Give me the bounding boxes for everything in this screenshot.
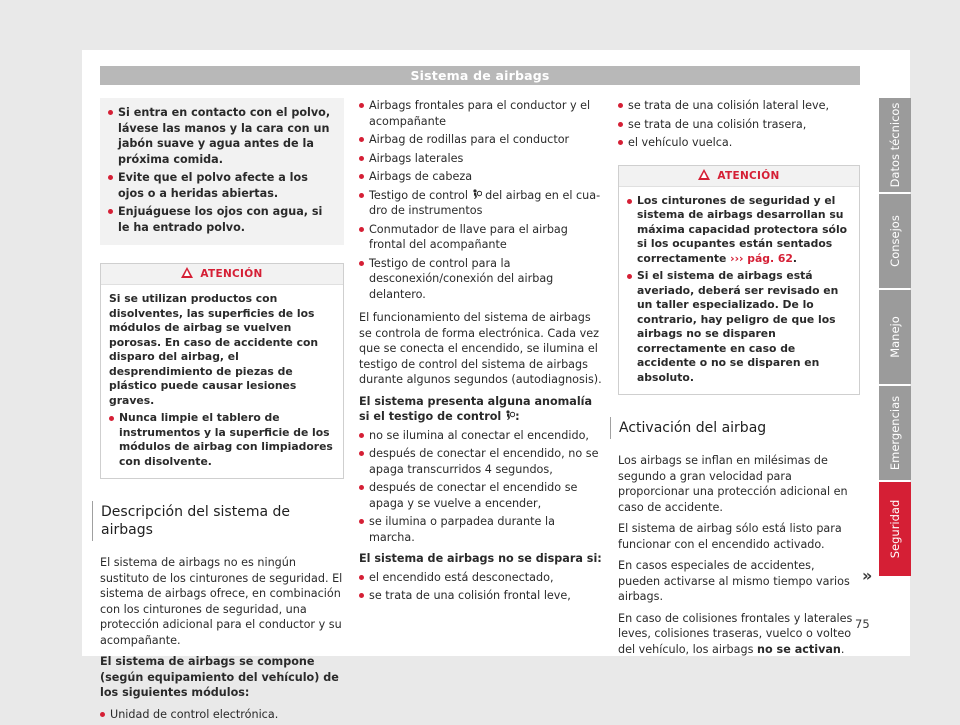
- list-item: Testigo de control para la desconexión/conexión del airbag delantero.: [359, 256, 602, 303]
- list-item: se trata de una colisión lateral leve,: [618, 98, 860, 114]
- warning-triangle-icon: [181, 267, 193, 278]
- tab-emergencias[interactable]: [879, 386, 911, 480]
- page-number: 75: [855, 617, 870, 631]
- list-item: Airbags laterales: [359, 151, 602, 167]
- list-item: Conmutador de llave para el airbag frontal del acompañante: [359, 222, 602, 253]
- section-title-descripcion: Descripción del sistema de airbags: [92, 501, 344, 541]
- warning-body: [101, 285, 343, 478]
- anomaly-colon: :: [515, 410, 520, 423]
- warning-paragraph: Si se utilizan productos con disolventes, las superficies de los módulos de airbag se vuelven porosas. En caso de accidente con disparo del airbag, el desprendimiento de piezas de plástico puede causar lesiones graves.: [109, 292, 319, 407]
- warning-header: [619, 166, 859, 187]
- continue-arrow-icon: »: [862, 566, 873, 585]
- section-title-activacion: Activación del airbag: [610, 417, 860, 439]
- list-item: después de conectar el encendido, no se apaga transcurridos 4 segundos,: [359, 446, 602, 477]
- list-item: el encendido está desconectado,: [359, 570, 602, 586]
- warning-bullet-text: Los cinturones de seguridad y el sistema de airbags desarrollan su máxima capacidad protectora sólo si los ocupantes están sentados correctamente: [637, 193, 848, 265]
- warning-bullet-end: .: [792, 251, 798, 265]
- list-item: después de conectar el encendido se apaga y se vuelve a encender,: [359, 480, 602, 511]
- warning-triangle-icon: [698, 169, 710, 180]
- column-left: [100, 98, 344, 725]
- tab-label: Emergencias: [888, 395, 902, 471]
- warning-body: [619, 187, 859, 395]
- testigo-post-text: del airbag en el cuadro de instrumentos: [369, 188, 601, 217]
- page-reference-link[interactable]: ››› pág. 62: [730, 251, 793, 265]
- column-right: [618, 98, 860, 663]
- tab-label: Consejos: [888, 215, 902, 267]
- chapter-tabs: [879, 98, 911, 578]
- list-item: se trata de una colisión trasera,: [618, 117, 860, 133]
- para4-text: En caso de colisiones frontales y laterales leves, colisiones traseras, vuelco o volteo del vehículo, los airbags: [618, 611, 853, 656]
- list-item: el vehículo vuelca.: [618, 135, 860, 151]
- tab-label: Manejo: [888, 316, 902, 358]
- list-item: se ilumina o parpadea durante la marcha.: [359, 514, 602, 545]
- tab-seguridad[interactable]: [879, 482, 911, 576]
- paragraph: El sistema de airbag sólo está listo para funcionar con el encendido activado.: [618, 522, 842, 551]
- warning-bullet: Nunca limpie el tablero de instrumentos y la superficie de los módulos de airbag con limpiadores con disolvente.: [109, 411, 335, 469]
- warning-bullet: [627, 194, 851, 267]
- airbag-warning-icon: [472, 189, 482, 200]
- warning-box-solvents: [100, 263, 344, 479]
- anomaly-heading: [359, 394, 602, 425]
- list-item: Airbags de cabeza: [359, 169, 602, 185]
- paragraph: Los airbags se inflan en milésimas de segundo a gran velocidad para proporcionar una protección adicional en caso de accidente.: [618, 454, 848, 514]
- dust-info-box: [100, 98, 344, 245]
- paragraph: El sistema de airbags no es ningún sustituto de los cinturones de seguridad. El sistema de airbags ofrece, en combinación con los cinturones de seguridad, una protección adicional para el conductor y su acompañante.: [100, 556, 343, 647]
- warning-title: ATENCIÓN: [200, 268, 263, 280]
- tab-consejos[interactable]: [879, 194, 911, 288]
- warning-title: ATENCIÓN: [717, 169, 780, 182]
- warning-bullet: Si el sistema de airbags está averiado, deberá ser revisado en un taller especializado. De lo contrario, hay peligro de que los airbags no se disparen correctamente en caso de accidente o no se disparen en absoluto.: [627, 269, 851, 385]
- list-item: Airbag de rodillas para el conductor: [359, 132, 602, 148]
- list-item: Airbags frontales para el conductor y el acompañante: [359, 98, 602, 129]
- info-item-1: Si entra en contacto con el polvo, lávese las manos y la cara con un jabón suave y agua antes de la próxima comida.: [108, 105, 336, 167]
- list-item: Unidad de control electrónica.: [100, 707, 344, 723]
- list-item-testigo: [359, 188, 602, 219]
- page-header-title: Sistema de airbags: [100, 66, 860, 85]
- nodisp-heading: El sistema de airbags no se dispara si:: [359, 552, 602, 565]
- warning-box-seatbelts: [618, 165, 860, 396]
- column-middle: [359, 98, 602, 607]
- info-item-3: Enjuáguese los ojos con agua, si le ha entrado polvo.: [108, 204, 336, 235]
- info-item-2: Evite que el polvo afecte a los ojos o a heridas abiertas.: [108, 170, 336, 201]
- list-item: se trata de una colisión frontal leve,: [359, 588, 602, 604]
- paragraph: El funcionamiento del sistema de airbags se controla de forma electrónica. Cada vez que se conecta el encendido, se ilumina el testigo de control del sistema de airbags durante algunos segundos (autodiagnosis).: [359, 311, 602, 386]
- paragraph: [618, 611, 860, 658]
- paragraph: En casos especiales de accidentes, pueden activarse al mismo tiempo varios airbags.: [618, 559, 850, 603]
- anomaly-title: El sistema presenta alguna anomalía si el testigo de control: [359, 394, 593, 423]
- para4-bold: no se activan: [757, 642, 841, 656]
- tab-datos-tecnicos[interactable]: [879, 98, 911, 192]
- paragraph-bold: El sistema de airbags se compone (según equipamiento del vehículo) de los siguientes módulos:: [100, 655, 339, 699]
- warning-header: [101, 264, 343, 285]
- list-item: no se ilumina al conectar el encendido,: [359, 428, 602, 444]
- para4-end: .: [840, 642, 845, 656]
- tab-label: Datos técnicos: [888, 102, 902, 188]
- tab-manejo[interactable]: [879, 290, 911, 384]
- testigo-pre-text: Testigo de control: [369, 188, 468, 202]
- tab-label: Seguridad: [888, 499, 902, 559]
- airbag-warning-icon: [505, 410, 515, 421]
